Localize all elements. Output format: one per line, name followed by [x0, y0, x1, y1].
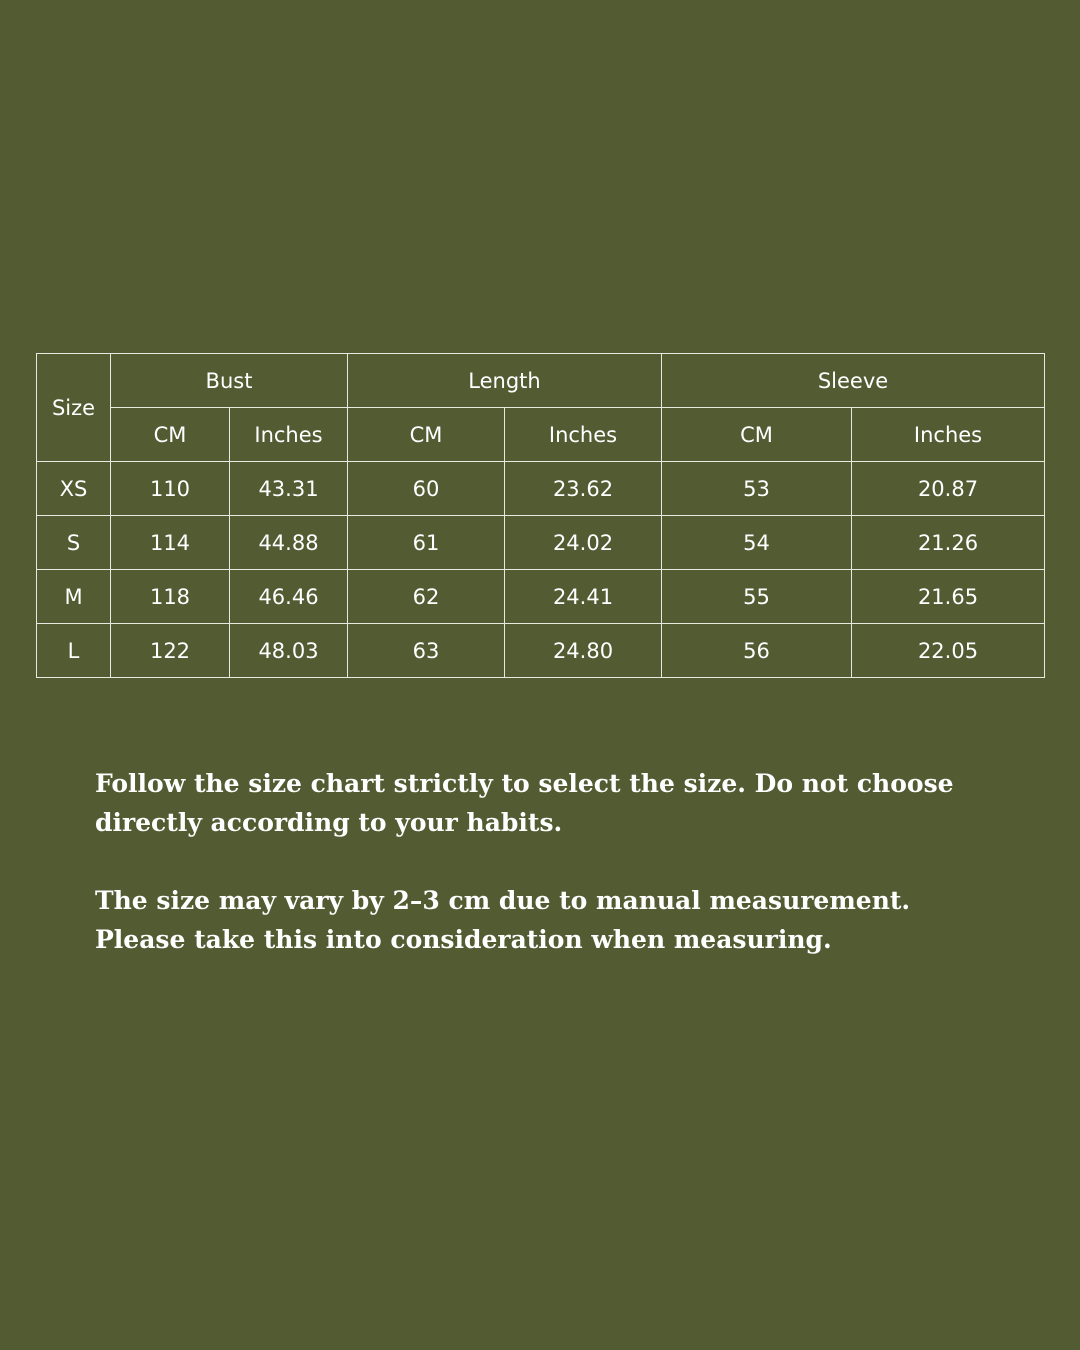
table-cell: 24.80 [505, 624, 662, 678]
table-row [37, 462, 1045, 516]
table-cell: 24.41 [505, 570, 662, 624]
table-cell: 21.65 [852, 570, 1045, 624]
table-cell: 21.26 [852, 516, 1045, 570]
table-cell: 63 [348, 624, 505, 678]
table-row [37, 570, 1045, 624]
sleeve-group-header: Sleeve [662, 354, 1045, 408]
table-cell: 44.88 [230, 516, 348, 570]
table-cell: 122 [111, 624, 230, 678]
table-cell: 53 [662, 462, 852, 516]
table-cell: 55 [662, 570, 852, 624]
table-cell: 118 [111, 570, 230, 624]
unit-header: CM [662, 408, 852, 462]
table-cell: 20.87 [852, 462, 1045, 516]
unit-header: Inches [505, 408, 662, 462]
size-cell: L [37, 624, 111, 678]
bust-group-header: Bust [111, 354, 348, 408]
unit-header: Inches [852, 408, 1045, 462]
table-cell: 22.05 [852, 624, 1045, 678]
note-size-chart: Follow the size chart strictly to select the size. Do not choose directly according to your habits. [95, 769, 954, 837]
note-measurement-variance: The size may vary by 2–3 cm due to manual measurement. Please take this into consideration when measuring. [95, 886, 911, 954]
size-column-header: Size [37, 354, 111, 462]
table-cell: 48.03 [230, 624, 348, 678]
table-cell: 56 [662, 624, 852, 678]
table-cell: 23.62 [505, 462, 662, 516]
table-cell: 110 [111, 462, 230, 516]
size-cell: S [37, 516, 111, 570]
group-header-row [37, 354, 1045, 408]
length-group-header: Length [348, 354, 662, 408]
unit-header: CM [348, 408, 505, 462]
table-cell: 60 [348, 462, 505, 516]
table-cell: 46.46 [230, 570, 348, 624]
table-cell: 24.02 [505, 516, 662, 570]
table-cell: 114 [111, 516, 230, 570]
unit-header-row [37, 408, 1045, 462]
table-row [37, 516, 1045, 570]
table-cell: 62 [348, 570, 505, 624]
unit-header: CM [111, 408, 230, 462]
size-cell: XS [37, 462, 111, 516]
size-notes [95, 764, 995, 998]
table-cell: 43.31 [230, 462, 348, 516]
size-chart-table [36, 353, 1045, 678]
table-cell: 61 [348, 516, 505, 570]
table-row [37, 624, 1045, 678]
unit-header: Inches [230, 408, 348, 462]
size-cell: M [37, 570, 111, 624]
table-cell: 54 [662, 516, 852, 570]
